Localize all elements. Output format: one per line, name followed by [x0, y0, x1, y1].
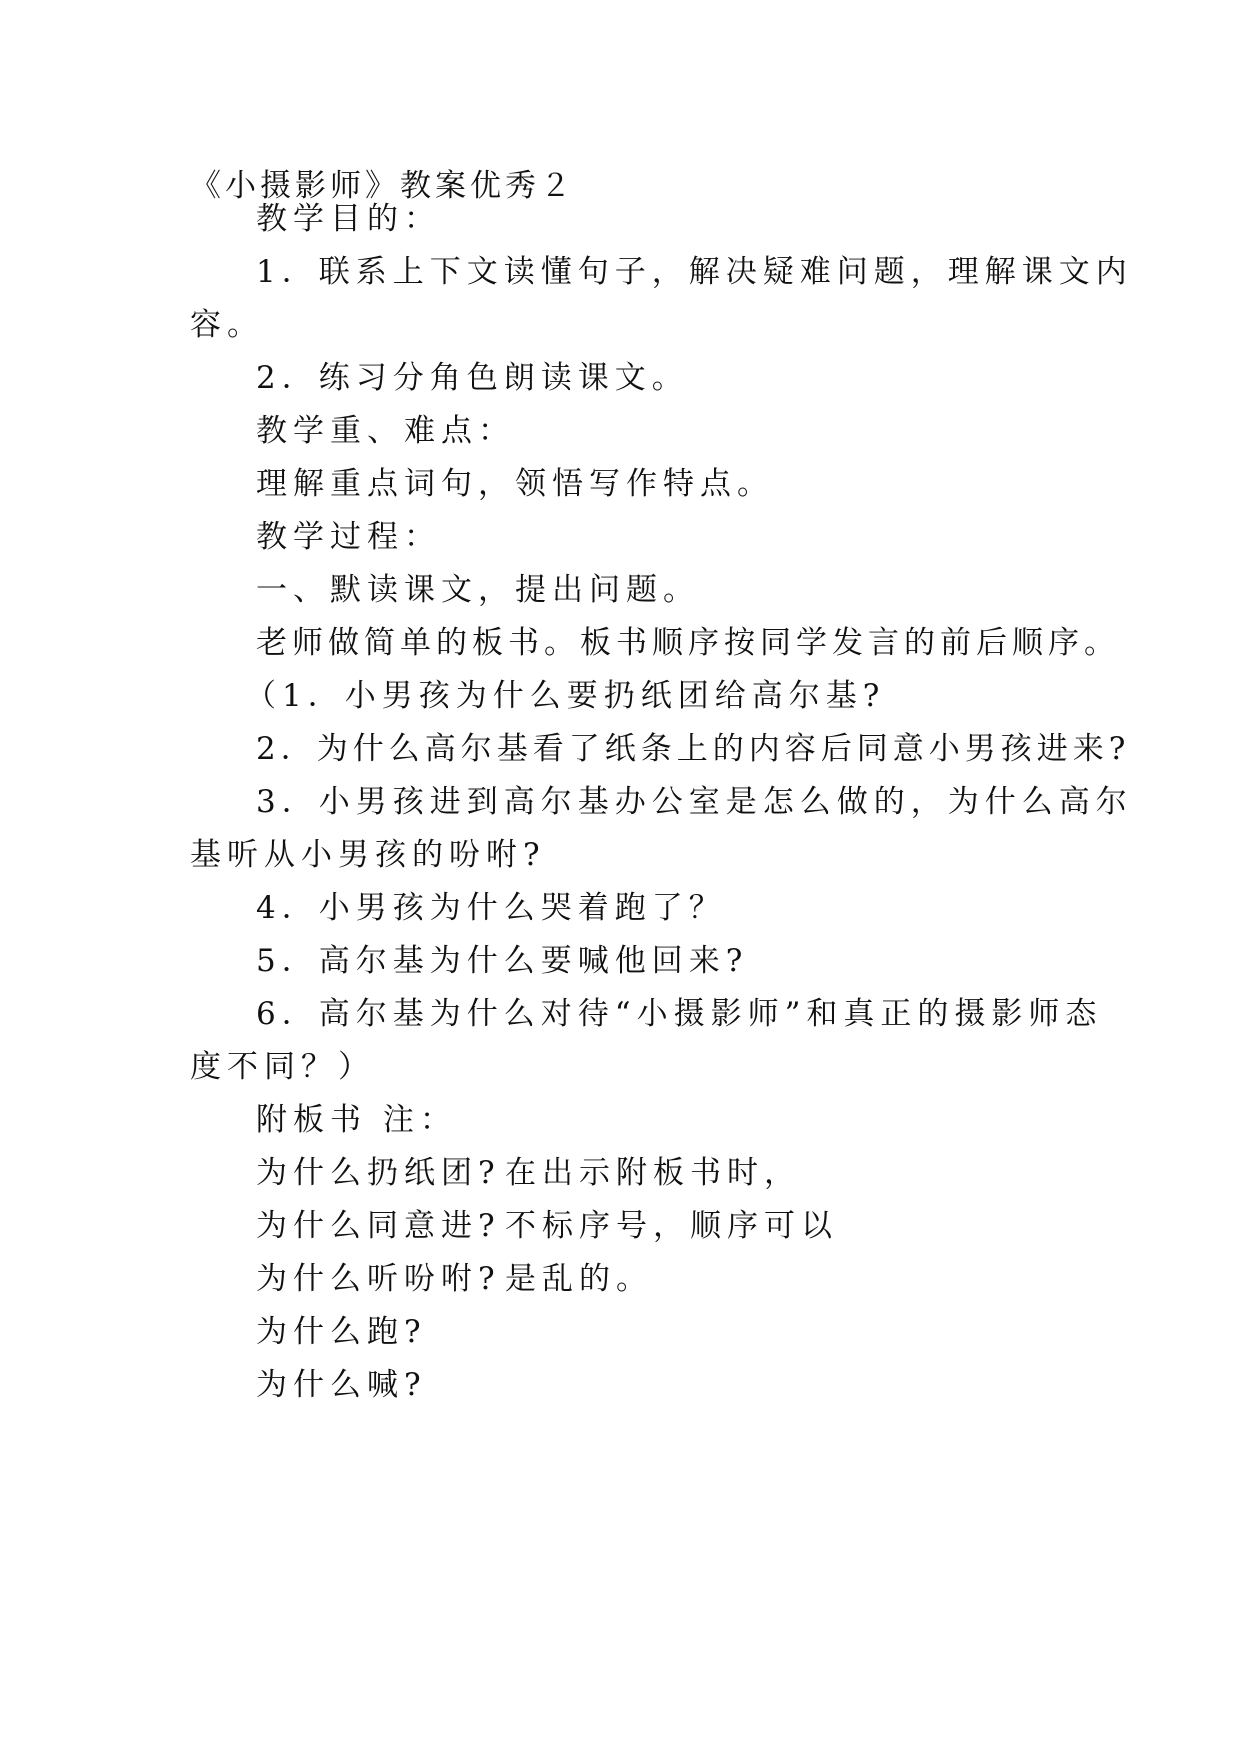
board-intro: 老师做简单的板书。板书顺序按同学发言的前后顺序。 [256, 625, 1120, 661]
objective-1: 1．联系上下文读懂句子，解决疑难问题，理解课文内 [256, 254, 1133, 290]
question-2: 2．为什么高尔基看了纸条上的内容后同意小男孩进来? [256, 731, 1131, 767]
board-item: 为什么同意进? [256, 1208, 501, 1244]
question-6: 6．高尔基为什么对待“小摄影师”和真正的摄影师态 [256, 996, 1103, 1032]
board-item: 为什么跑? [256, 1314, 427, 1350]
step-1: 一、默读课文，提出问题。 [256, 572, 700, 608]
process-heading: 教学过程： [256, 519, 441, 555]
keypoints-text: 理解重点词句，领悟写作特点。 [256, 466, 774, 502]
keypoints-heading: 教学重、难点： [256, 413, 515, 449]
appendix-heading: 附板书 注： [256, 1102, 457, 1138]
question-4: 4．小男孩为什么哭着跑了？ [256, 890, 726, 926]
board-item: 为什么扔纸团? [256, 1155, 501, 1191]
question-1: （1．小男孩为什么要扔纸团给高尔基? [245, 678, 886, 714]
question-3-continued: 基听从小男孩的吩咐? [190, 837, 546, 873]
board-item: 为什么喊? [256, 1367, 427, 1403]
note-line: 在出示附板书时， [505, 1155, 801, 1191]
objective-1-continued: 容。 [190, 307, 264, 343]
document-title: 《小摄影师》教案优秀２ [190, 168, 575, 204]
board-item: 为什么听吩咐? [256, 1261, 501, 1297]
question-5: 5．高尔基为什么要喊他回来? [256, 943, 749, 979]
objective-2: 2．练习分角色朗读课文。 [256, 360, 689, 396]
note-line: 是乱的。 [505, 1261, 653, 1297]
question-3: 3．小男孩进到高尔基办公室是怎么做的，为什么高尔 [256, 784, 1133, 820]
objectives-heading: 教学目的： [256, 201, 441, 237]
note-line: 不标序号，顺序可以 [505, 1208, 838, 1244]
question-6-continued: 度不同？） [190, 1049, 375, 1085]
